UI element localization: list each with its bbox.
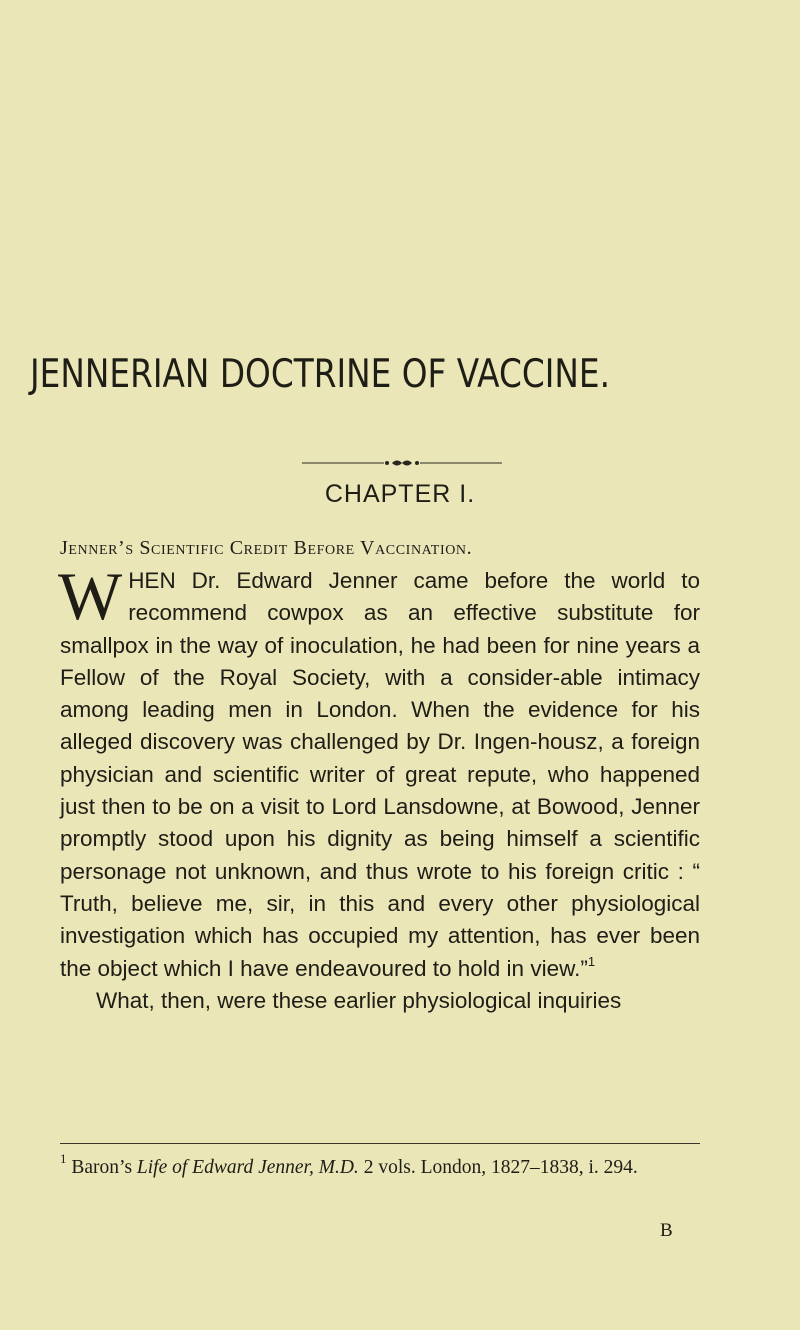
- section-heading-initial: V: [360, 537, 376, 559]
- paragraph-2: What, then, were these earlier physiological inquiries: [96, 987, 622, 1013]
- body-text: [58, 558, 700, 1017]
- signature-mark: B: [660, 1220, 673, 1241]
- section-heading-initial: C: [229, 537, 244, 559]
- page-title: JENNERIAN DOCTRINE OF VACCINE.: [30, 352, 610, 397]
- drop-cap: W: [58, 558, 123, 634]
- chapter-heading: CHAPTER I.: [324, 480, 476, 508]
- paragraph-lead-word: HEN: [128, 568, 176, 593]
- section-heading-rest: cientific: [151, 537, 225, 559]
- section-heading: [60, 538, 760, 558]
- paragraph-1: [58, 558, 700, 985]
- section-heading-initial: S: [139, 537, 152, 559]
- section-heading-rest: efore: [307, 537, 355, 559]
- footnote-details: 2 vols. London, 1827–1838, i. 294.: [363, 1157, 638, 1178]
- paragraph-1-text: Dr. Edward Jenner came before the world to recommend cowpox as an effective substitute for smallpox in the way of inoculation, he had been for nine years a Fellow of the Royal Society, with a consider-able intimacy among leading men in London. When the evidence for his alleged discovery was challenged by Dr. Ingen-housz, a foreign physician and scientific writer of great repute, who happened just then to be on a visit to Lord Lansdowne, at Bowood, Jenner promptly stood upon his dignity as being himself a scientific personage not unknown, and thus wrote to his foreign critic : “ Truth, believe me, sir, in this and every other physiological investigation which has occupied my attention, has ever been the object which I have endeavoured to hold in view.”: [60, 568, 700, 981]
- section-heading-rest: enner’s: [68, 537, 134, 559]
- footnote-divider: [60, 1143, 700, 1144]
- decorative-rule-ornament: [302, 457, 502, 469]
- section-heading-word: [139, 537, 224, 559]
- footnote-author: Baron’s: [71, 1157, 133, 1178]
- footnote-marker: 1: [60, 1151, 67, 1166]
- section-heading-rest: accination.: [375, 537, 473, 559]
- footnote: [60, 1151, 700, 1181]
- footnote-title: Life of Edward Jenner, M.D.: [136, 1157, 359, 1178]
- section-heading-word: [294, 537, 355, 559]
- section-heading-word: [360, 537, 472, 559]
- section-heading-initial: B: [293, 537, 308, 559]
- footnote-reference[interactable]: 1: [587, 953, 596, 969]
- section-heading-rest: redit: [243, 537, 288, 559]
- section-heading-initial: J: [60, 537, 69, 559]
- section-heading-word: [230, 537, 288, 559]
- section-heading-word: [60, 537, 134, 559]
